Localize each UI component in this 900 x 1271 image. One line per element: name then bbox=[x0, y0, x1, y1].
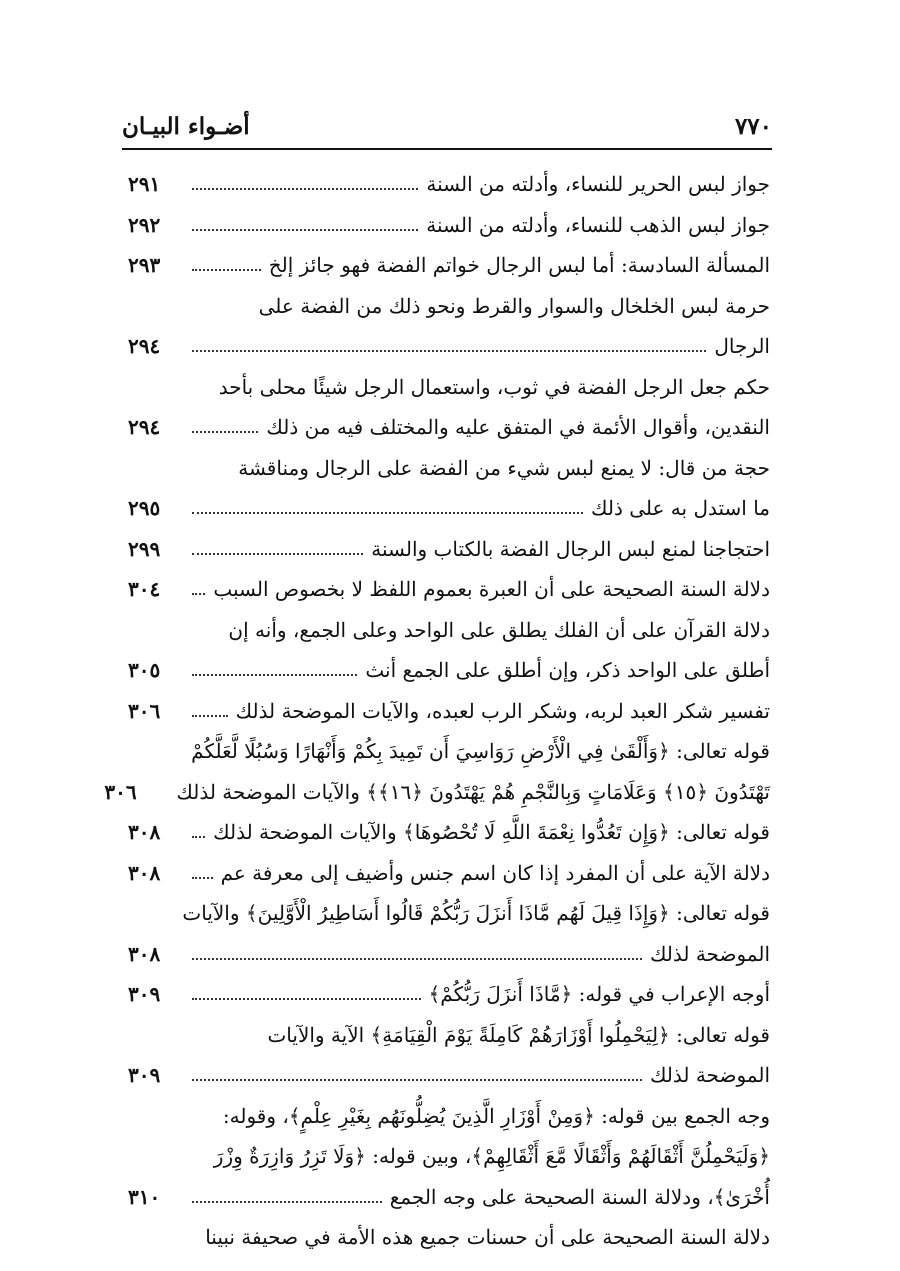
toc-entry-text: أوجه الإعراب في قوله: ﴿مَّاذَا أَنزَلَ رَبُّكُمْ﴾ bbox=[428, 982, 770, 1006]
toc-entry bbox=[128, 529, 770, 570]
toc-entry bbox=[128, 367, 770, 408]
dot-leader bbox=[192, 715, 228, 717]
toc-entry-text: تفسير شكر العبد لربه، وشكر الرب لعبده، والآيات الموضحة لذلك bbox=[235, 698, 770, 723]
toc-page-number: ٢٩٤ bbox=[128, 415, 161, 439]
toc-entry-text: ﴿وَلَيَحْمِلُنَّ أَثْقَالَهُمْ وَأَثْقَالًا مَّعَ أَثْقَالِهِمْ﴾، وبين قوله: ﴿وَلَا تَزِرُ وَازِرَةٌ وِزْرَ bbox=[213, 1144, 770, 1168]
toc-entry bbox=[128, 1217, 770, 1258]
toc-entry bbox=[128, 1096, 770, 1137]
toc-entry bbox=[128, 1055, 770, 1096]
toc-entry bbox=[128, 205, 770, 246]
dot-leader bbox=[192, 674, 357, 676]
toc-entry bbox=[128, 853, 770, 894]
toc-entry-text: قوله تعالى: ﴿وَأَلْقَىٰ فِي الْأَرْضِ رَوَاسِيَ أَن تَمِيدَ بِكُمْ وَأَنْهَارًا وَسُبُلًا لَّعَلَّكُمْ bbox=[191, 739, 770, 763]
toc-entry-text: حكم جعل الرجل الفضة في ثوب، واستعمال الرجل شيئًا محلى بأحد bbox=[218, 374, 770, 399]
table-of-contents bbox=[104, 164, 770, 1258]
toc-page-number: ٣٠٩ bbox=[128, 982, 161, 1006]
toc-entry-text: أُخْرَىٰ﴾، ودلالة السنة الصحيحة على وجه الجمع bbox=[389, 1184, 770, 1209]
toc-entry-text: دلالة السنة الصحيحة على أن العبرة بعموم اللفظ لا بخصوص السبب bbox=[213, 577, 770, 601]
toc-entry bbox=[128, 812, 770, 853]
toc-entry-text: الرجال bbox=[714, 334, 770, 358]
dot-leader bbox=[192, 188, 418, 190]
dot-leader bbox=[192, 229, 418, 231]
toc-page-number: ٣٠٦ bbox=[128, 698, 161, 723]
toc-entry-text: قوله تعالى: ﴿لِيَحْمِلُوا أَوْزَارَهُمْ كَامِلَةً يَوْمَ الْقِيَامَةِ﴾ الآية والآيات bbox=[267, 1022, 770, 1047]
toc-entry bbox=[128, 934, 770, 975]
toc-entry-text: ما استدل به على ذلك bbox=[591, 496, 770, 520]
toc-page-number: ٢٩٥ bbox=[128, 496, 161, 520]
dot-leader bbox=[192, 877, 213, 879]
toc-entry-text: أطلق على الواحد ذكر، وإن أطلق على الجمع أنث bbox=[365, 658, 770, 682]
toc-entry bbox=[128, 691, 770, 732]
dot-leader bbox=[192, 553, 363, 555]
toc-entry-text: المسألة السادسة: أما لبس الرجال خواتم الفضة فهو جائز إلخ bbox=[268, 253, 770, 277]
dot-leader bbox=[192, 350, 706, 352]
dot-leader bbox=[192, 269, 261, 271]
toc-entry-text: تَهْتَدُونَ ﴿١٥﴾ وَعَلَامَاتٍ وَبِالنَّجْمِ هُمْ يَهْتَدُونَ ﴿١٦﴾﴾ والآيات الموضحة لذلك bbox=[176, 779, 770, 804]
page-number: ٧٧٠ bbox=[734, 113, 772, 140]
toc-page-number: ٢٩٩ bbox=[128, 536, 161, 561]
toc-entry bbox=[104, 772, 770, 813]
dot-leader bbox=[192, 836, 205, 838]
toc-entry bbox=[128, 1136, 770, 1177]
toc-page-number: ٣١٠ bbox=[128, 1184, 161, 1209]
dot-leader bbox=[192, 431, 258, 433]
toc-page-number: ٣٠٨ bbox=[128, 820, 161, 844]
toc-page-number: ٣٠٨ bbox=[128, 860, 161, 885]
dot-leader bbox=[192, 958, 642, 960]
toc-page-number: ٢٩٢ bbox=[128, 212, 161, 237]
running-title: أضـواء البيـان bbox=[122, 113, 250, 140]
toc-entry bbox=[128, 1177, 770, 1218]
toc-entry bbox=[128, 448, 770, 489]
toc-entry-text: احتجاجنا لمنع لبس الرجال الفضة بالكتاب والسنة bbox=[371, 536, 770, 561]
toc-page-number: ٢٩٤ bbox=[128, 334, 161, 358]
dot-leader bbox=[192, 1079, 642, 1081]
toc-entry-text: الموضحة لذلك bbox=[649, 941, 770, 966]
toc-entry-text: حجة من قال: لا يمنع لبس شيء من الفضة على الرجال ومناقشة bbox=[238, 455, 770, 480]
toc-entry bbox=[128, 326, 770, 367]
toc-entry-text: جواز لبس الحرير للنساء، وأدلته من السنة bbox=[426, 172, 770, 196]
toc-entry bbox=[128, 1015, 770, 1056]
page-header bbox=[122, 100, 772, 140]
toc-page-number: ٣٠٨ bbox=[128, 941, 161, 966]
toc-entry bbox=[128, 407, 770, 448]
toc-entry-text: حرمة لبس الخلخال والسوار والقرط ونحو ذلك من الفضة على bbox=[258, 293, 770, 318]
dot-leader bbox=[192, 512, 583, 514]
dot-leader bbox=[192, 1201, 382, 1203]
toc-entry-text: دلالة الآية على أن المفرد إذا كان اسم جنس وأضيف إلى معرفة عم bbox=[220, 860, 770, 885]
toc-entry bbox=[128, 893, 770, 934]
toc-entry-text: النقدين، وأقوال الأئمة في المتفق عليه والمختلف فيه من ذلك bbox=[266, 415, 770, 439]
header-rule bbox=[122, 148, 772, 150]
toc-entry bbox=[128, 286, 770, 327]
toc-entry bbox=[128, 488, 770, 529]
toc-entry-text: قوله تعالى: ﴿وَإِن تَعُدُّوا نِعْمَةَ اللَّهِ لَا تُحْصُوهَا﴾ والآيات الموضحة لذلك bbox=[213, 820, 770, 844]
toc-page-number: ٢٩٣ bbox=[128, 253, 161, 277]
toc-entry-text: جواز لبس الذهب للنساء، وأدلته من السنة bbox=[426, 212, 770, 237]
toc-page-number: ٣٠٩ bbox=[128, 1063, 161, 1087]
toc-entry bbox=[128, 610, 770, 651]
toc-entry bbox=[128, 731, 770, 772]
toc-entry-text: دلالة السنة الصحيحة على أن حسنات جميع هذه الأمة في صحيفة نبينا bbox=[205, 1225, 770, 1249]
toc-entry-text: الموضحة لذلك bbox=[649, 1063, 770, 1087]
dot-leader bbox=[192, 593, 205, 595]
toc-page-number: ٣٠٥ bbox=[128, 658, 161, 682]
toc-entry bbox=[128, 569, 770, 610]
toc-entry bbox=[128, 245, 770, 286]
toc-page-number: ٢٩١ bbox=[128, 172, 161, 196]
toc-entry-text: وجه الجمع بين قوله: ﴿وَمِنْ أَوْزَارِ الَّذِينَ يُضِلُّونَهُم بِغَيْرِ عِلْمٍ﴾، وقوله: bbox=[222, 1103, 770, 1128]
toc-entry bbox=[128, 974, 770, 1015]
toc-entry bbox=[128, 164, 770, 205]
dot-leader bbox=[192, 998, 421, 1000]
toc-page-number: ٣٠٦ bbox=[104, 779, 137, 804]
toc-entry bbox=[128, 650, 770, 691]
toc-entry-text: دلالة القرآن على أن الفلك يطلق على الواحد وعلى الجمع، وأنه إن bbox=[228, 617, 770, 642]
toc-page-number: ٣٠٤ bbox=[128, 577, 161, 601]
toc-entry-text: قوله تعالى: ﴿وَإِذَا قِيلَ لَهُم مَّاذَا أَنزَلَ رَبُّكُمْ قَالُوا أَسَاطِيرُ الْأَوَّلِينَ﴾ والآيات bbox=[182, 901, 770, 925]
